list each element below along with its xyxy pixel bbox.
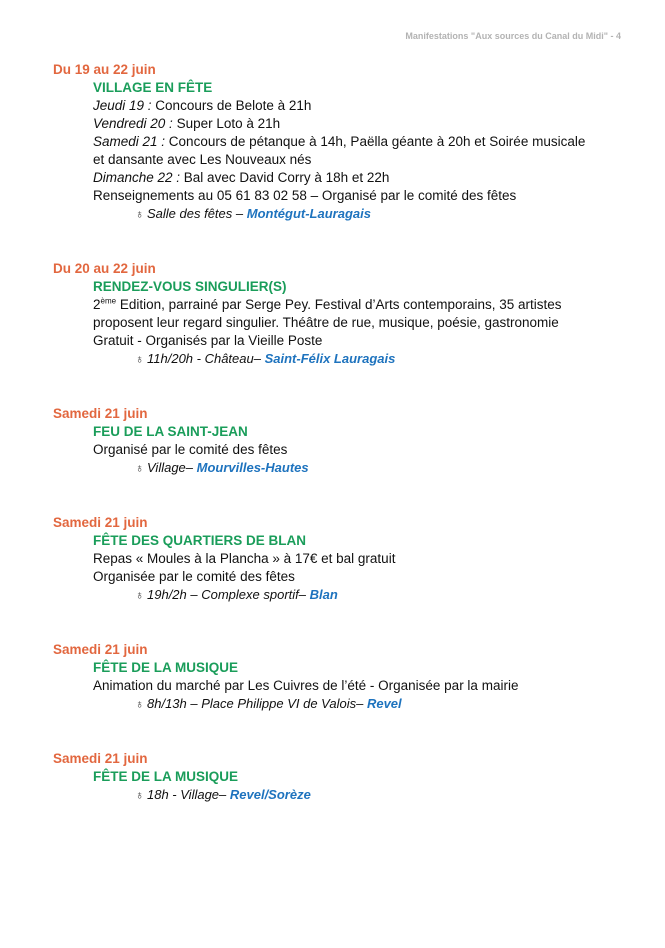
- description-line: Vendredi 20 : Super Loto à 21h: [93, 116, 281, 131]
- place-name: Revel: [366, 696, 402, 711]
- place-name: Mourvilles-Hautes: [196, 460, 309, 475]
- event-title: RENDEZ-VOUS SINGULIER(S): [93, 279, 287, 294]
- description-line: Organisé par le comité des fêtes: [93, 442, 288, 457]
- description-line: Animation du marché par Les Cuivres de l’été - Organisée par la mairie: [93, 678, 519, 693]
- description-line: Organisée par le comité des fêtes: [93, 569, 295, 584]
- event-date: Samedi 21 juin: [53, 751, 148, 766]
- event-date: Samedi 21 juin: [53, 515, 148, 530]
- description-line: Jeudi 19 : Concours de Belote à 21h: [93, 98, 312, 113]
- event-title: FÊTE DE LA MUSIQUE: [93, 769, 239, 784]
- description-line: Dimanche 22 : Bal avec David Corry à 18h et 22h: [93, 170, 390, 185]
- place-name: Montégut-Lauragais: [246, 206, 371, 221]
- event-title: FÊTE DE LA MUSIQUE: [93, 660, 239, 675]
- description-line: Renseignements au 05 61 83 02 58 – Organisé par le comité des fêtes: [93, 188, 517, 203]
- description-line: proposent leur regard singulier. Théâtre de rue, musique, poésie, gastronomie: [93, 315, 559, 330]
- location-pin-icon: ♁: [135, 588, 144, 602]
- event-location: ♁ 19h/2h – Complexe sportif– Blan: [135, 587, 338, 602]
- place-name: Blan: [309, 587, 338, 602]
- event-location: ♁ Salle des fêtes – Montégut-Lauragais: [135, 206, 371, 221]
- place-name: Saint-Félix Lauragais: [264, 351, 396, 366]
- event-description: [93, 441, 633, 459]
- event-date: Du 19 au 22 juin: [53, 62, 156, 77]
- description-line: Repas « Moules à la Plancha » à 17€ et bal gratuit: [93, 551, 396, 566]
- event-fete-de-la-musique-revel: [0, 641, 665, 713]
- event-date: Samedi 21 juin: [53, 642, 148, 657]
- place-name: Revel/Sorèze: [229, 787, 311, 802]
- event-location: ♁ 8h/13h – Place Philippe VI de Valois– Revel: [135, 696, 402, 711]
- event-location: ♁ 18h - Village– Revel/Sorèze: [135, 787, 311, 802]
- location-pin-icon: ♁: [135, 788, 144, 802]
- location-pin-icon: ♁: [135, 352, 144, 366]
- event-description: [93, 296, 633, 350]
- event-description: [93, 550, 633, 586]
- event-fete-des-quartiers-de-blan: [0, 514, 665, 604]
- event-fete-de-la-musique-revel-soreze: [0, 750, 665, 804]
- event-description: [93, 677, 633, 695]
- location-pin-icon: ♁: [135, 207, 144, 221]
- events-list: [0, 61, 665, 804]
- location-pin-icon: ♁: [135, 697, 144, 711]
- event-feu-de-la-saint-jean: [0, 405, 665, 477]
- page-header: Manifestations "Aux sources du Canal du Midi" - 4: [405, 31, 621, 41]
- event-location: ♁ Village– Mourvilles-Hautes: [135, 460, 309, 475]
- event-date: Samedi 21 juin: [53, 406, 148, 421]
- event-date: Du 20 au 22 juin: [53, 261, 156, 276]
- event-title: FÊTE DES QUARTIERS DE BLAN: [93, 533, 307, 548]
- event-location: ♁ 11h/20h - Château– Saint-Félix Lauragais: [135, 351, 396, 366]
- event-village-en-fete: [0, 61, 665, 223]
- event-rendez-vous-singuliers: [0, 260, 665, 368]
- event-title: FEU DE LA SAINT-JEAN: [93, 424, 248, 439]
- event-title: VILLAGE EN FÊTE: [93, 80, 213, 95]
- location-pin-icon: ♁: [135, 461, 144, 475]
- description-line: et dansante avec Les Nouveaux nés: [93, 152, 312, 167]
- description-line: Samedi 21 : Concours de pétanque à 14h, Paëlla géante à 20h et Soirée musicale: [93, 134, 586, 149]
- event-description: [93, 97, 633, 205]
- description-line: Gratuit - Organisés par la Vieille Poste: [93, 333, 323, 348]
- description-line: 2ème Edition, parrainé par Serge Pey. Festival d’Arts contemporains, 35 artistes: [93, 296, 562, 312]
